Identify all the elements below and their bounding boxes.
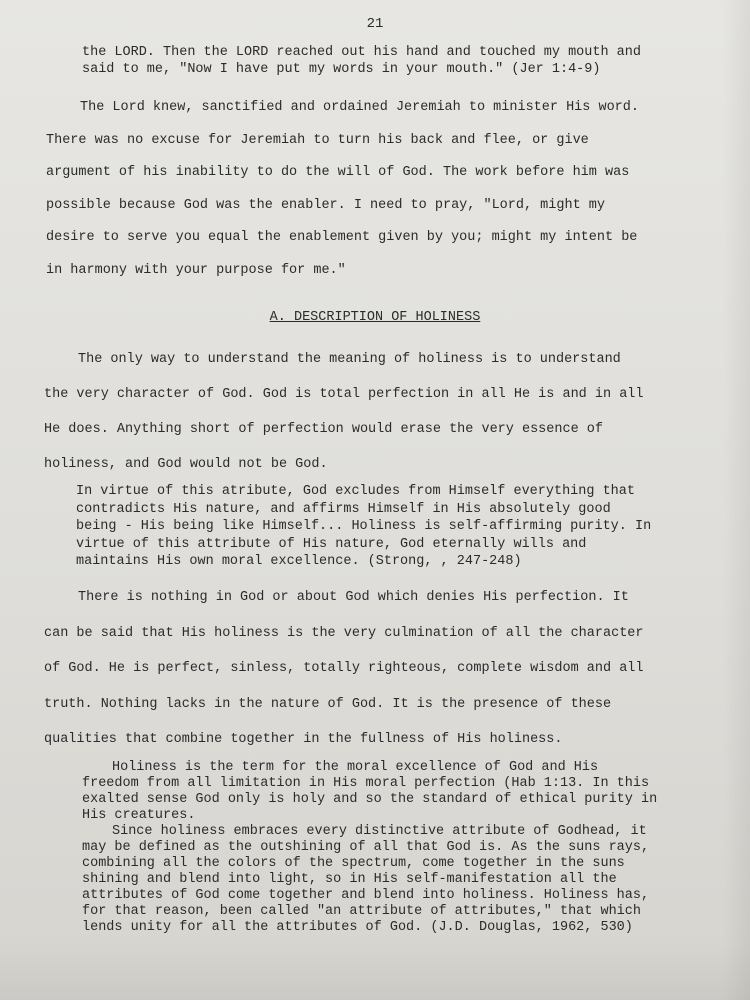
section-heading: A. DESCRIPTION OF HOLINESS bbox=[269, 310, 481, 325]
quote-line: maintains His own moral excellence. (Strong, , 247-248) bbox=[76, 554, 522, 569]
page-edge-shadow bbox=[722, 0, 750, 1000]
quote-line: Since holiness embraces every distinctive attribute of Godhead, it bbox=[112, 824, 647, 839]
paragraph-line: holiness, and God would not be God. bbox=[44, 457, 328, 472]
block-quote-douglas bbox=[82, 760, 657, 936]
quote-line: being - His being like Himself... Holiness is self-affirming purity. In bbox=[76, 519, 652, 534]
paragraph-line: possible because God was the enabler. I need to pray, "Lord, might my bbox=[46, 197, 605, 213]
paragraph-line: desire to serve you equal the enablement given by you; might my intent be bbox=[46, 230, 638, 245]
quote-line: shining and blend into light, so in His self-manifestation all the bbox=[82, 872, 617, 887]
quote-line: the LORD. Then the LORD reached out his hand and touched my mouth and bbox=[82, 45, 641, 60]
quote-line: may be defined as the outshining of all that God is. As the suns rays, bbox=[82, 840, 650, 855]
paragraph-jeremiah bbox=[46, 92, 639, 287]
paragraph-meaning-of-holiness bbox=[44, 342, 644, 482]
quote-line: said to me, "Now I have put my words in your mouth." (Jer 1:4-9) bbox=[82, 62, 601, 77]
quote-line: In virtue of this atribute, God excludes from Himself everything that bbox=[76, 484, 635, 499]
quote-line: combining all the colors of the spectrum, come together in the suns bbox=[82, 856, 625, 871]
paragraph-perfection bbox=[44, 580, 644, 758]
page-number: 21 bbox=[366, 16, 384, 32]
paragraph-line: of God. He is perfect, sinless, totally righteous, complete wisdom and all bbox=[44, 661, 644, 676]
paragraph-line: in harmony with your purpose for me." bbox=[46, 262, 346, 278]
quote-line: exalted sense God only is holy and so the standard of ethical purity in bbox=[82, 792, 658, 807]
paragraph-line: There is nothing in God or about God which denies His perfection. It bbox=[78, 590, 629, 605]
scripture-quote-continuation bbox=[82, 44, 641, 78]
paragraph-line: The only way to understand the meaning of holiness is to understand bbox=[78, 352, 621, 367]
paragraph-line: There was no excuse for Jeremiah to turn his back and flee, or give bbox=[46, 132, 589, 148]
paragraph-line: He does. Anything short of perfection would erase the very essence of bbox=[44, 422, 603, 437]
quote-line: contradicts His nature, and affirms Himself in His absolutely good bbox=[76, 501, 611, 517]
quote-line: lends unity for all the attributes of God. (J.D. Douglas, 1962, 530) bbox=[82, 920, 633, 935]
quote-line: virtue of this attribute of His nature, God eternally wills and bbox=[76, 536, 587, 552]
paragraph-line: the very character of God. God is total perfection in all He is and in all bbox=[44, 387, 644, 402]
paragraph-line: qualities that combine together in the fullness of His holiness. bbox=[44, 732, 563, 747]
paragraph-line: argument of his inability to do the will of God. The work before him was bbox=[46, 165, 630, 180]
block-quote-strong bbox=[76, 483, 651, 571]
page-bottom-shadow bbox=[0, 940, 750, 1000]
quote-line: Holiness is the term for the moral excellence of God and His bbox=[112, 760, 599, 775]
quote-line: His creatures. bbox=[82, 808, 196, 823]
quote-line: for that reason, been called "an attribute of attributes," that which bbox=[82, 904, 641, 919]
paragraph-line: can be said that His holiness is the very culmination of all the character bbox=[44, 625, 644, 641]
quote-line: attributes of God come together and blend into holiness. Holiness has, bbox=[82, 888, 650, 903]
quote-line: freedom from all limitation in His moral perfection (Hab 1:13. In this bbox=[82, 776, 650, 791]
paragraph-line: The Lord knew, sanctified and ordained Jeremiah to minister His word. bbox=[80, 100, 639, 115]
paragraph-line: truth. Nothing lacks in the nature of God. It is the presence of these bbox=[44, 696, 612, 712]
